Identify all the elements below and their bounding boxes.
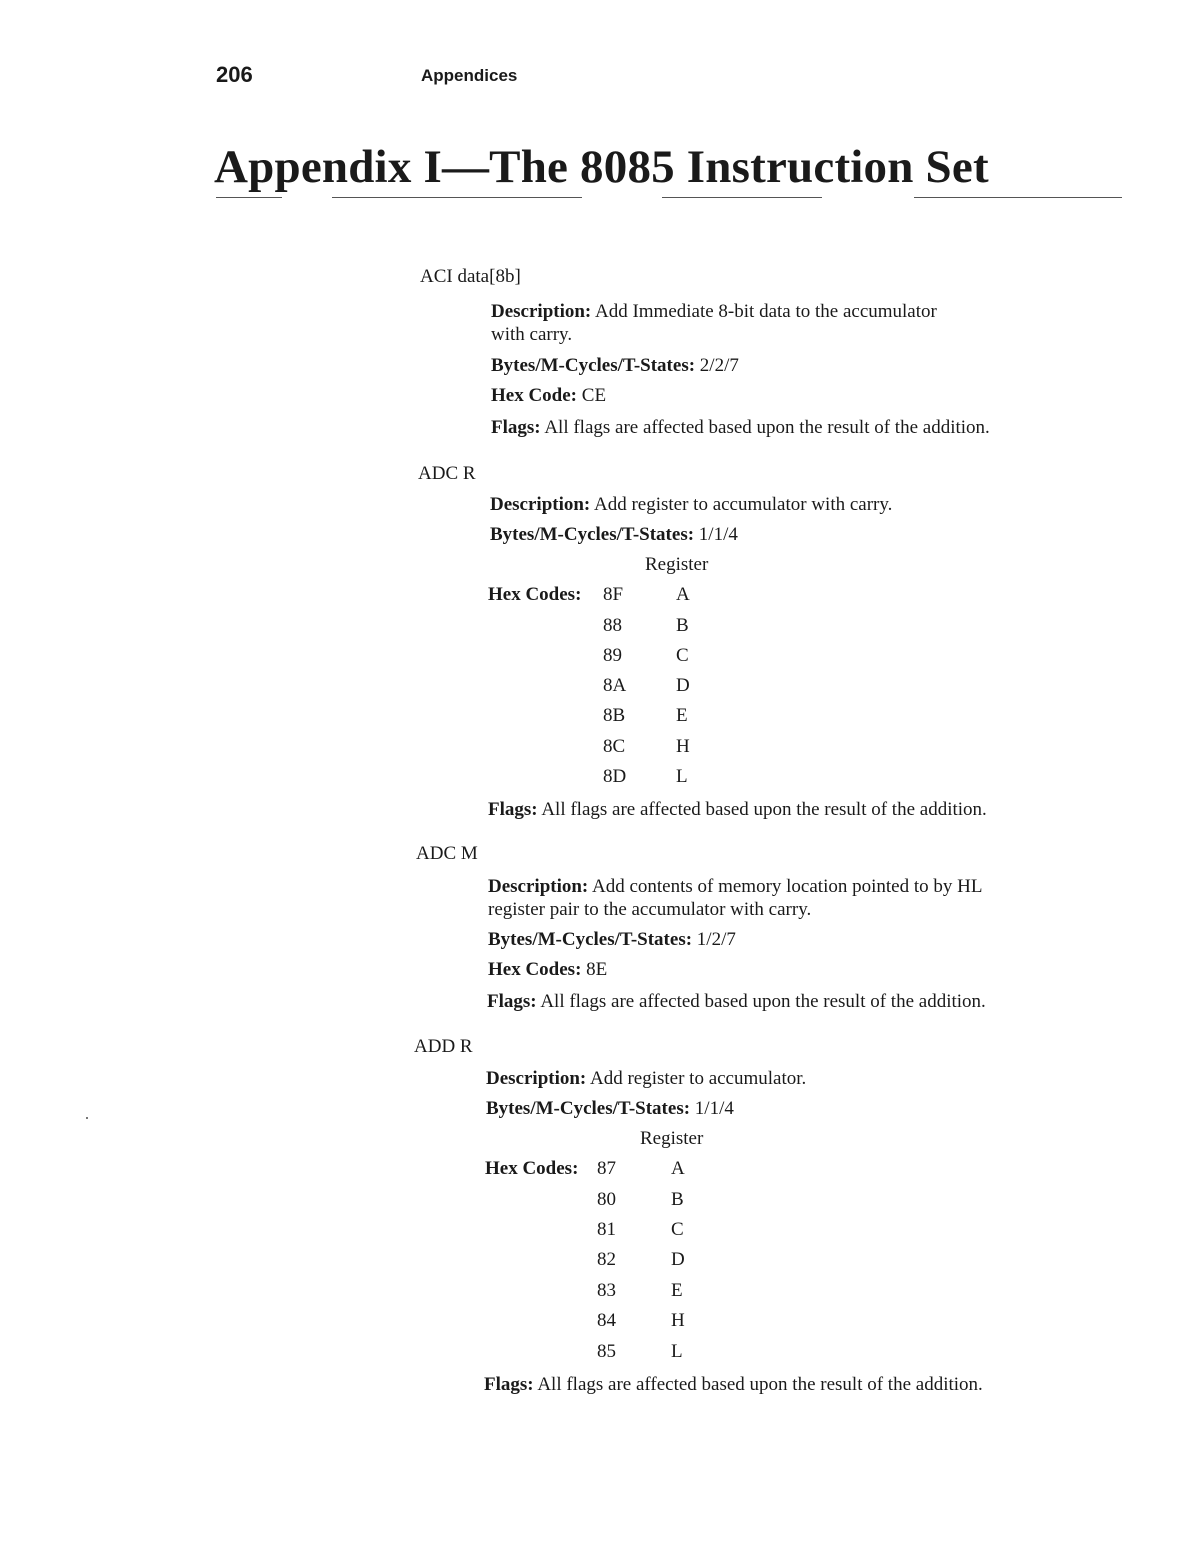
hex-table-code: 82 — [597, 1249, 616, 1270]
hex-table-register: H — [671, 1310, 685, 1331]
hex-table-register: C — [671, 1219, 684, 1240]
hex-table-code: 83 — [597, 1280, 616, 1301]
flags-label: Flags: — [491, 417, 541, 438]
timing-value: 1/2/7 — [696, 929, 736, 950]
title-rule — [216, 197, 282, 198]
instruction-mnemonic: ADD R — [414, 1036, 473, 1057]
title-rule — [332, 197, 582, 198]
description-text: Add Immediate 8-bit data to the accumulator — [594, 301, 937, 322]
hex-table-code: 8A — [603, 675, 627, 696]
hex-table-register: D — [671, 1249, 685, 1270]
hex-table-register: L — [671, 1341, 683, 1362]
timing-label: Bytes/M-Cycles/T-States: — [486, 1098, 691, 1119]
description-text: Add register to accumulator with carry. — [593, 494, 893, 515]
hex-table-code: 84 — [597, 1310, 616, 1331]
description-label: Description: — [486, 1068, 587, 1089]
title-rule — [914, 197, 1122, 198]
timing-line — [490, 524, 738, 546]
flags-label: Flags: — [487, 991, 537, 1012]
hex-table-code: 8B — [603, 705, 626, 726]
scan-speck — [86, 1117, 88, 1119]
flags-label: Flags: — [488, 799, 538, 820]
hex-table-register: E — [676, 705, 688, 726]
hex-table-register: C — [676, 645, 689, 666]
timing-label: Bytes/M-Cycles/T-States: — [491, 355, 696, 376]
description-line: with carry. — [491, 324, 573, 345]
flags-line — [484, 1374, 983, 1396]
appendix-title: Appendix I—The 8085 Instruction Set — [214, 141, 989, 193]
timing-value: 1/1/4 — [698, 524, 738, 545]
timing-label: Bytes/M-Cycles/T-States: — [488, 929, 693, 950]
flags-text: All flags are affected based upon the result of the addition. — [544, 417, 990, 438]
timing-value: 1/1/4 — [694, 1098, 734, 1119]
flags-line — [491, 417, 990, 439]
register-header: Register — [645, 554, 709, 575]
hex-code-line — [488, 959, 607, 981]
hex-code-label: Hex Code: — [491, 385, 578, 406]
flags-label: Flags: — [484, 1374, 534, 1395]
hex-codes-label — [485, 1158, 578, 1180]
flags-text: All flags are affected based upon the result of the addition. — [537, 1374, 983, 1395]
instruction-mnemonic: ADC M — [416, 843, 478, 864]
hex-table-code: 89 — [603, 645, 622, 666]
hex-codes-label — [488, 584, 581, 606]
hex-table-code: 81 — [597, 1219, 616, 1240]
hex-table-register: A — [676, 584, 690, 605]
hex-table-code: 87 — [597, 1158, 616, 1179]
title-rule — [662, 197, 822, 198]
flags-line — [487, 991, 986, 1013]
description-line: register pair to the accumulator with carry. — [488, 899, 812, 920]
timing-line — [491, 355, 739, 377]
flags-text: All flags are affected based upon the result of the addition. — [541, 799, 987, 820]
timing-value: 2/2/7 — [699, 355, 739, 376]
page-number: 206 — [216, 62, 253, 87]
description-label: Description: — [491, 301, 592, 322]
hex-table-code: 85 — [597, 1341, 616, 1362]
hex-table-register: L — [676, 766, 688, 787]
register-header: Register — [640, 1128, 704, 1149]
flags-text: All flags are affected based upon the result of the addition. — [540, 991, 986, 1012]
hex-table-register: D — [676, 675, 690, 696]
timing-line — [488, 929, 736, 951]
hex-codes-label-text: Hex Codes: — [488, 584, 582, 605]
hex-code-value: 8E — [586, 959, 608, 980]
description-line — [491, 301, 937, 323]
hex-table-register: A — [671, 1158, 685, 1179]
description-text: Add contents of memory location pointed to by HL — [591, 876, 983, 897]
hex-codes-label-text: Hex Codes: — [485, 1158, 579, 1179]
running-head: Appendices — [421, 66, 518, 85]
hex-table-code: 88 — [603, 615, 622, 636]
timing-line — [486, 1098, 734, 1120]
description-line — [490, 494, 892, 516]
description-text: Add register to accumulator. — [589, 1068, 807, 1089]
hex-table-register: B — [671, 1189, 684, 1210]
hex-table-code: 8C — [603, 736, 626, 757]
hex-table-code: 8F — [603, 584, 624, 605]
hex-table-register: B — [676, 615, 689, 636]
hex-code-value: CE — [581, 385, 607, 406]
hex-table-code: 80 — [597, 1189, 616, 1210]
flags-line — [488, 799, 987, 821]
description-line — [488, 876, 982, 898]
instruction-mnemonic: ADC R — [418, 463, 476, 484]
hex-table-register: H — [676, 736, 690, 757]
instruction-mnemonic: ACI data[8b] — [420, 266, 521, 287]
hex-table-code: 8D — [603, 766, 627, 787]
description-label: Description: — [488, 876, 589, 897]
hex-code-line — [491, 385, 606, 407]
hex-table-register: E — [671, 1280, 683, 1301]
hex-codes-label: Hex Codes: — [488, 959, 582, 980]
description-line — [486, 1068, 806, 1090]
timing-label: Bytes/M-Cycles/T-States: — [490, 524, 695, 545]
description-label: Description: — [490, 494, 591, 515]
